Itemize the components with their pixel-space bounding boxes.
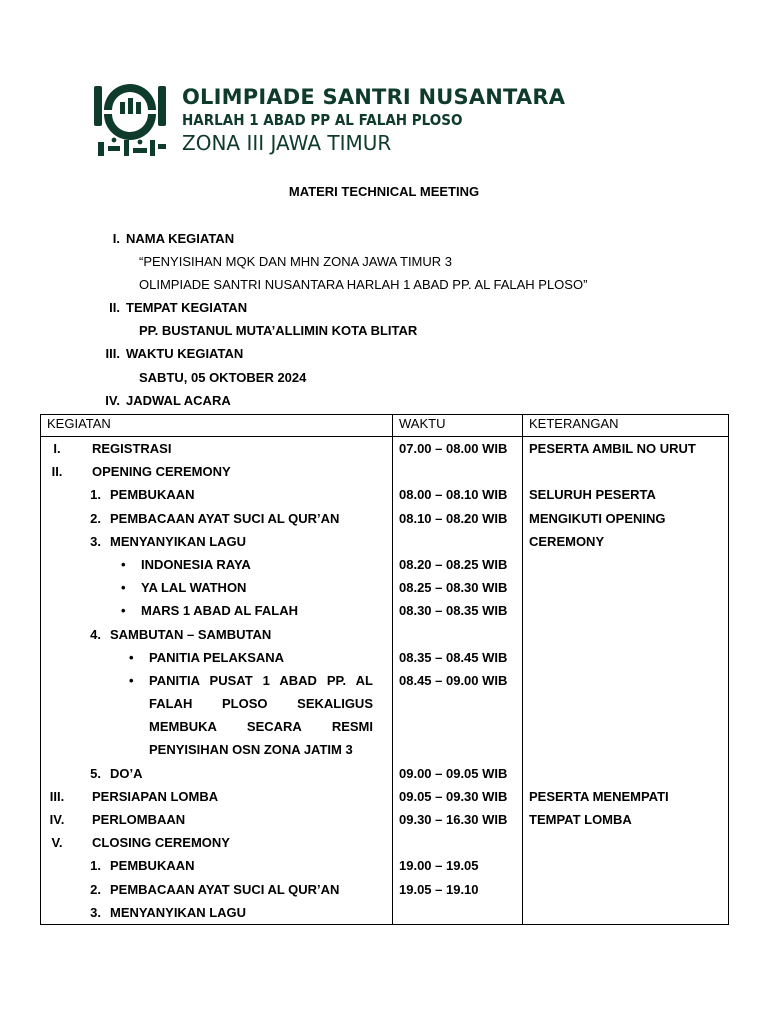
- row-activity: PEMBACAAN AYAT SUCI AL QUR’AN: [110, 881, 340, 897]
- table-row: [41, 646, 386, 669]
- row-time: 09.30 – 16.30 WIB: [399, 812, 508, 827]
- table-row: [41, 530, 386, 553]
- document-title: MATERI TECHNICAL MEETING: [288, 184, 480, 199]
- brand-title: OLIMPIADE SANTRI NUSANTARA: [182, 85, 566, 109]
- table-row: [41, 507, 386, 530]
- row-time: 08.20 – 08.25 WIB: [399, 556, 508, 572]
- table-row: [41, 553, 386, 576]
- event-name-line-1: “PENYISIHAN MQK DAN MHN ZONA JAWA TIMUR 3: [139, 254, 452, 269]
- row-note: [529, 460, 722, 483]
- row-time: 08.25 – 08.30 WIB: [399, 580, 508, 596]
- table-header-row: [41, 415, 729, 437]
- row-time: 09.00 – 09.05 WIB: [399, 765, 508, 781]
- section-number: II.: [109, 300, 120, 315]
- row-time: 08.30 – 08.35 WIB: [399, 603, 508, 619]
- bullet-icon: •: [121, 580, 126, 596]
- row-marker: V.: [51, 835, 63, 851]
- bullet-icon: •: [129, 672, 134, 688]
- row-time: [399, 460, 516, 483]
- row-note: CEREMONY: [529, 533, 605, 549]
- bullet-icon: •: [121, 557, 126, 573]
- schedule-table: [40, 414, 729, 925]
- row-marker: 2.: [90, 881, 101, 897]
- row-note: MENGIKUTI OPENING: [529, 510, 666, 526]
- table-row: [41, 599, 386, 622]
- row-note: [529, 576, 722, 599]
- row-activity: CLOSING CEREMONY: [92, 835, 230, 851]
- row-time: [399, 831, 516, 854]
- row-time: 08.10 – 08.20 WIB: [399, 510, 508, 526]
- row-activity: MARS 1 ABAD AL FALAH: [141, 603, 298, 619]
- row-activity-multiline: [149, 669, 373, 762]
- section-number: IV.: [105, 393, 120, 408]
- section-label: TEMPAT KEGIATAN: [126, 300, 248, 315]
- row-note: [529, 878, 722, 901]
- table-row: [41, 460, 386, 483]
- row-activity: INDONESIA RAYA: [141, 557, 251, 573]
- section-jadwal-acara: [98, 393, 231, 408]
- activity-column: [41, 437, 393, 925]
- table-row: [41, 623, 386, 646]
- olimpiade-logo-icon: [90, 78, 170, 162]
- brand-text: [182, 84, 565, 156]
- row-note: [529, 646, 722, 669]
- event-name-line-2: OLIMPIADE SANTRI NUSANTARA HARLAH 1 ABAD PP. AL FALAH PLOSO”: [139, 277, 588, 292]
- row-note: [529, 623, 722, 646]
- row-activity: PERLOMBAAN: [92, 812, 186, 828]
- row-marker: IV.: [49, 812, 65, 828]
- row-note: [529, 553, 722, 576]
- table-row: [41, 576, 386, 599]
- row-activity: OPENING CEREMONY: [92, 464, 231, 480]
- row-note: [529, 669, 722, 692]
- row-note: TEMPAT LOMBA: [529, 812, 632, 827]
- row-note: [529, 831, 722, 854]
- row-marker: 5.: [90, 765, 101, 781]
- bullet-icon: •: [121, 603, 126, 619]
- note-column: [523, 437, 729, 925]
- header-kegiatan: KEGIATAN: [41, 415, 393, 437]
- row-activity-line: PENYISIHAN OSN ZONA JATIM 3: [149, 742, 353, 758]
- row-note: [529, 762, 722, 785]
- row-marker: 3.: [90, 904, 101, 920]
- row-marker: 1.: [90, 487, 101, 503]
- row-activity-line: PANITIA PUSAT 1 ABAD PP. AL: [149, 672, 373, 688]
- time-column: [393, 437, 523, 925]
- table-row: [41, 762, 386, 785]
- row-note: [529, 854, 722, 877]
- table-row: [41, 878, 386, 901]
- date-value: SABTU, 05 OKTOBER 2024: [139, 370, 307, 385]
- table-row: [41, 831, 386, 854]
- row-time: 08.35 – 08.45 WIB: [399, 649, 508, 665]
- brand-subtitle: HARLAH 1 ABAD PP AL FALAH PLOSO: [182, 111, 463, 129]
- table-row: [41, 437, 386, 460]
- row-time: 08.00 – 08.10 WIB: [399, 487, 508, 503]
- table-row: [41, 785, 386, 808]
- row-activity: PERSIAPAN LOMBA: [92, 788, 219, 804]
- row-marker: I.: [53, 441, 61, 457]
- row-note: PESERTA MENEMPATI: [529, 788, 669, 804]
- header: [90, 78, 590, 168]
- table-row: [41, 808, 386, 831]
- row-marker: 3.: [90, 533, 101, 549]
- row-marker: II.: [51, 464, 63, 480]
- row-activity: PEMBUKAAN: [110, 487, 195, 503]
- row-activity: DO’A: [110, 765, 143, 781]
- row-activity: PANITIA PELAKSANA: [149, 649, 285, 665]
- row-activity: MENYANYIKAN LAGU: [110, 904, 247, 920]
- section-nama-kegiatan: [98, 231, 234, 246]
- section-number: III.: [105, 346, 120, 361]
- section-label: JADWAL ACARA: [126, 393, 231, 408]
- row-activity: YA LAL WATHON: [141, 580, 247, 596]
- row-activity: SAMBUTAN – SAMBUTAN: [110, 626, 272, 642]
- row-marker: 4.: [90, 626, 101, 642]
- table-row: [41, 901, 386, 924]
- row-activity-line: FALAH PLOSO SEKALIGUS: [149, 696, 373, 712]
- section-label: WAKTU KEGIATAN: [126, 346, 244, 361]
- row-time: 09.05 – 09.30 WIB: [399, 788, 508, 804]
- row-time: 07.00 – 08.00 WIB: [399, 441, 508, 456]
- row-note: PESERTA AMBIL NO URUT: [529, 441, 696, 456]
- row-note: [529, 599, 722, 622]
- section-number: I.: [112, 231, 120, 246]
- table-body: [41, 437, 729, 925]
- header-keterangan: KETERANGAN: [523, 415, 729, 437]
- section-label: NAMA KEGIATAN: [126, 231, 235, 246]
- row-time: 19.05 – 19.10: [399, 881, 479, 897]
- table-row: [41, 483, 386, 506]
- row-activity: MENYANYIKAN LAGU: [110, 533, 247, 549]
- row-activity: REGISTRASI: [92, 441, 172, 457]
- venue-value: PP. BUSTANUL MUTA’ALLIMIN KOTA BLITAR: [139, 323, 418, 338]
- row-time: [399, 623, 516, 646]
- table-row: [41, 669, 386, 762]
- bullet-icon: •: [129, 649, 134, 665]
- row-note: SELURUH PESERTA: [529, 487, 656, 503]
- header-waktu: WAKTU: [393, 415, 523, 437]
- row-marker: 2.: [90, 510, 101, 526]
- row-marker: 1.: [90, 858, 101, 874]
- section-tempat-kegiatan: [98, 300, 247, 315]
- row-time: 08.45 – 09.00 WIB: [399, 672, 508, 688]
- brand-zone: ZONA III JAWA TIMUR: [182, 131, 392, 155]
- row-marker: III.: [49, 788, 65, 804]
- section-waktu-kegiatan: [98, 346, 243, 361]
- row-time: [399, 901, 516, 924]
- table-row: [41, 854, 386, 877]
- row-activity-line: MEMBUKA SECARA RESMI: [149, 719, 373, 735]
- row-note: [529, 901, 722, 924]
- row-activity: PEMBACAAN AYAT SUCI AL QUR’AN: [110, 510, 340, 526]
- row-time: 19.00 – 19.05: [399, 858, 479, 874]
- row-activity: PEMBUKAAN: [110, 858, 195, 874]
- row-time: [399, 530, 516, 553]
